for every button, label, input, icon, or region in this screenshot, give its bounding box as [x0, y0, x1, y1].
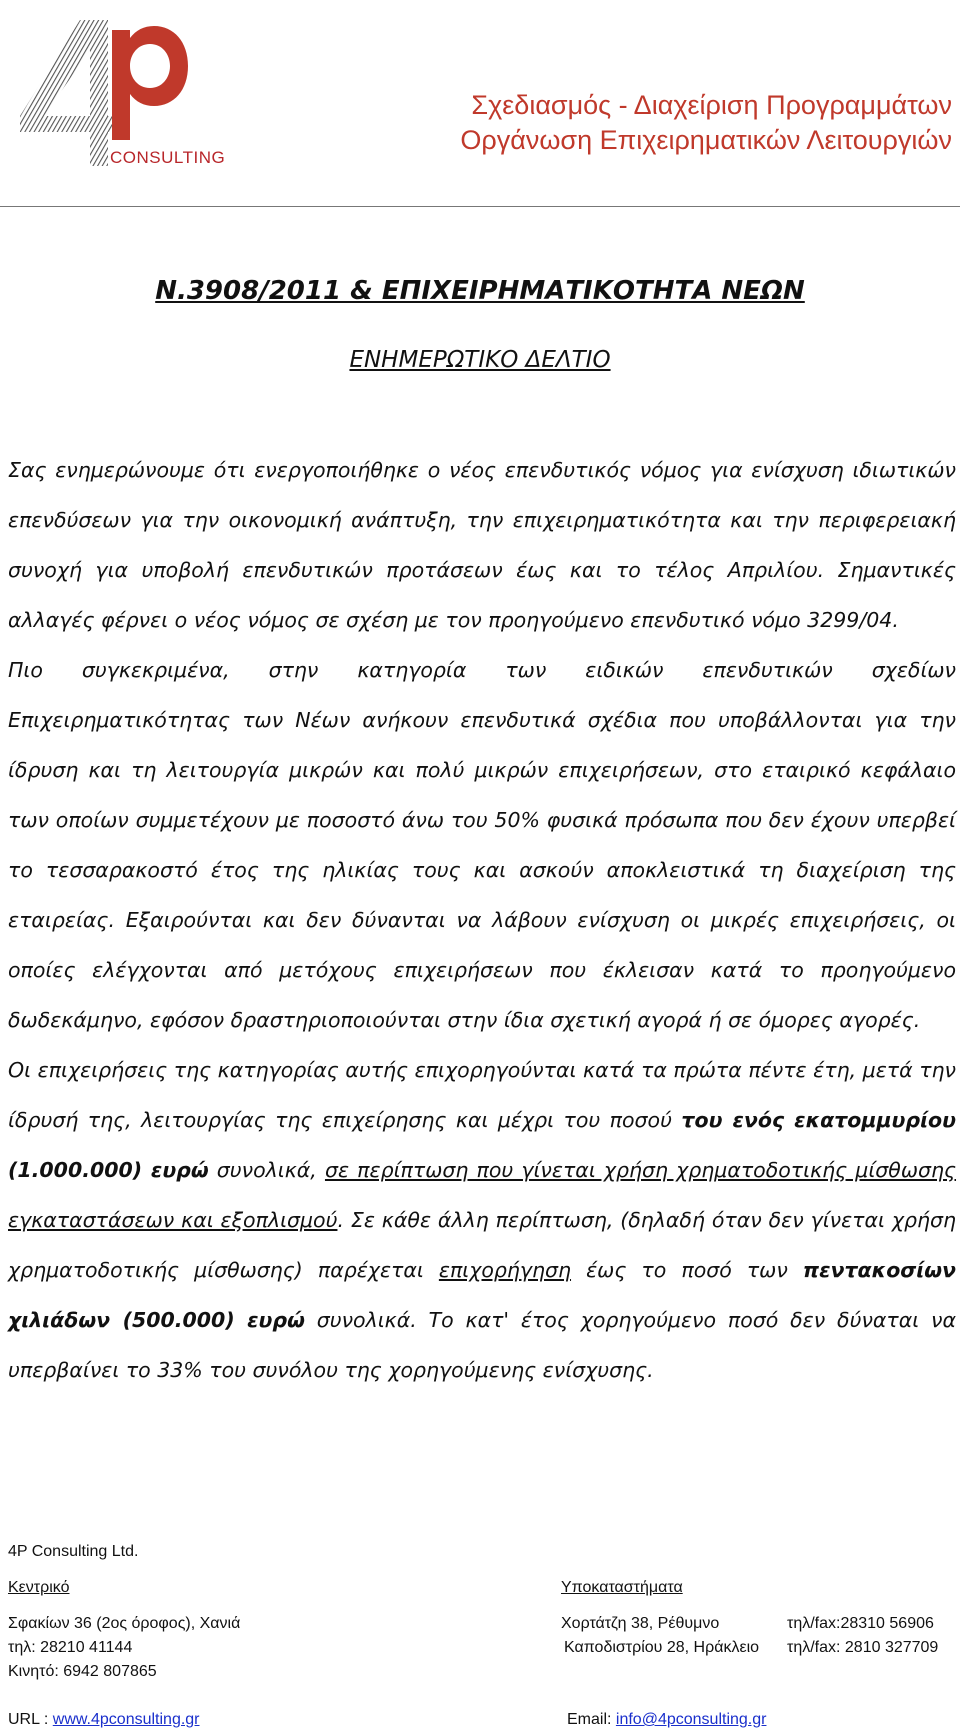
- letterhead-tagline: [460, 88, 952, 158]
- footer-email-label: Email:: [567, 1711, 612, 1728]
- funding-text-c: συνολικά,: [208, 1158, 325, 1182]
- footer-company: 4P Consulting Ltd.: [8, 1543, 139, 1560]
- funding-text-a: Οι επιχειρήσεις της κατηγορίας αυτής επιχορηγούνται κατά τα πρώτα πέντε έτη, μετά την ίδρυσή της, λειτουργίας της επιχείρησης και μέχρι του ποσού: [8, 1058, 956, 1132]
- footer-url-row: [8, 1711, 200, 1729]
- funding-amount-500k: πεντακοσίων χιλιάδων (500.000) ευρώ: [8, 1258, 957, 1332]
- document-title: Ν.3908/2011 & ΕΠΙΧΕΙΡΗΜΑΤΙΚΟΤΗΤΑ ΝΕΩΝ: [155, 276, 805, 306]
- footer-url-label: URL :: [8, 1711, 49, 1728]
- footer-hq-label: Κεντρικό: [8, 1579, 70, 1596]
- footer-email-row: [567, 1711, 766, 1729]
- funding-text-e: έως το ποσό των: [571, 1258, 803, 1282]
- paragraph-intro: Σας ενημερώνουμε ότι ενεργοποιήθηκε ο νέος επενδυτικός νόμος για ενίσχυση ιδιωτικών επενδύσεων για την οικονομική ανάπτυξη, την επιχειρηματικότητα και την περιφερειακή συνοχή για υποβολή επενδυτικών προτάσεων έως και το τέλος Απριλίου. Σημαντικές αλλαγές φέρνει ο νέος νόμος σε σχέση με τον προηγούμενο επενδυτικό νόμο 3299/04.: [8, 458, 956, 632]
- email-link[interactable]: info@4pconsulting.gr: [615, 1711, 767, 1728]
- footer-hq-mobile: Κινητό: 6942 807865: [8, 1663, 157, 1680]
- funding-text-f: συνολικά. Το κατ' έτος χορηγούμενο ποσό δεν δύναται να υπερβαίνει το 33% του συνόλου της χορηγούμενης ενίσχυσης.: [8, 1308, 956, 1382]
- footer-branch1-address: Χορτάτζη 38, Ρέθυμνο: [561, 1615, 720, 1632]
- footer-branch2-address: Καποδιστρίου 28, Ηράκλειο: [564, 1639, 760, 1656]
- tagline-line-1: Σχεδιασμός - Διαχείριση Προγραμμάτων: [471, 90, 952, 120]
- funding-leasing-condition: σε περίπτωση που γίνεται χρήση χρηματοδοτικής μίσθωσης εγκαταστάσεων και εξοπλισμού: [8, 1158, 957, 1232]
- funding-amount-1m: του ενός εκατομμυρίου (1.000.000) ευρώ: [8, 1108, 956, 1182]
- header-divider: [0, 206, 960, 207]
- website-link[interactable]: www.4pconsulting.gr: [52, 1711, 200, 1728]
- paragraph-details: Πιο συγκεκριμένα, στην κατηγορία των ειδικών επενδυτικών σχεδίων Επιχειρηματικότητας των Νέων ανήκουν επενδυτικά σχέδια που υποβάλλονται για την ίδρυση και τη λειτουργία μικρών και πολύ μικρών επιχειρήσεων, στο εταιρικό κεφάλαιο των οποίων συμμετέχουν με ποσοστό άνω του 50% φυσικά πρόσωπα που δεν έχουν υπερβεί το τεσσαρακοστό έτος της ηλικίας τους και ασκούν αποκλειστικά τη διαχείριση της εταιρείας. Εξαιρούνται και δεν δύνανται να λάβουν ενίσχυση οι μικρές επιχειρήσεις, οι οποίες ελέγχονται από μετόχους επιχειρήσεων που έκλεισαν κατά το προηγούμενο δωδεκάμηνο, εφόσον δραστηριοποιούνται στην ίδια σχετική αγορά ή σε όμορες αγορές.: [8, 658, 956, 1032]
- letterhead: [0, 0, 960, 210]
- document-body: [8, 445, 956, 1395]
- footer-hq-address: Σφακίων 36 (2ος όροφος), Χανιά: [8, 1615, 241, 1632]
- footer-branch2-phone: τηλ/fax: 2810 327709: [787, 1639, 939, 1656]
- tagline-line-2: Οργάνωση Επιχειρηματικών Λειτουργιών: [460, 125, 952, 155]
- funding-text-d: . Σε κάθε άλλη περίπτωση, (δηλαδή όταν δεν γίνεται χρήση χρηματοδοτικής μίσθωσης) παρέχεται: [8, 1208, 957, 1282]
- footer-branch1-phone: τηλ/fax:28310 56906: [787, 1615, 934, 1632]
- funding-grant-term: επιχορήγηση: [438, 1258, 572, 1282]
- document-subtitle: ΕΝΗΜΕΡΩΤΙΚΟ ΔΕΛΤΙΟ: [349, 347, 611, 373]
- footer-hq-phone: τηλ: 28210 41144: [8, 1639, 133, 1656]
- logo-consulting-text: CONSULTING: [110, 148, 226, 167]
- paragraph-funding: [8, 1045, 956, 1395]
- footer-branches-label: Υποκαταστήματα: [561, 1579, 683, 1596]
